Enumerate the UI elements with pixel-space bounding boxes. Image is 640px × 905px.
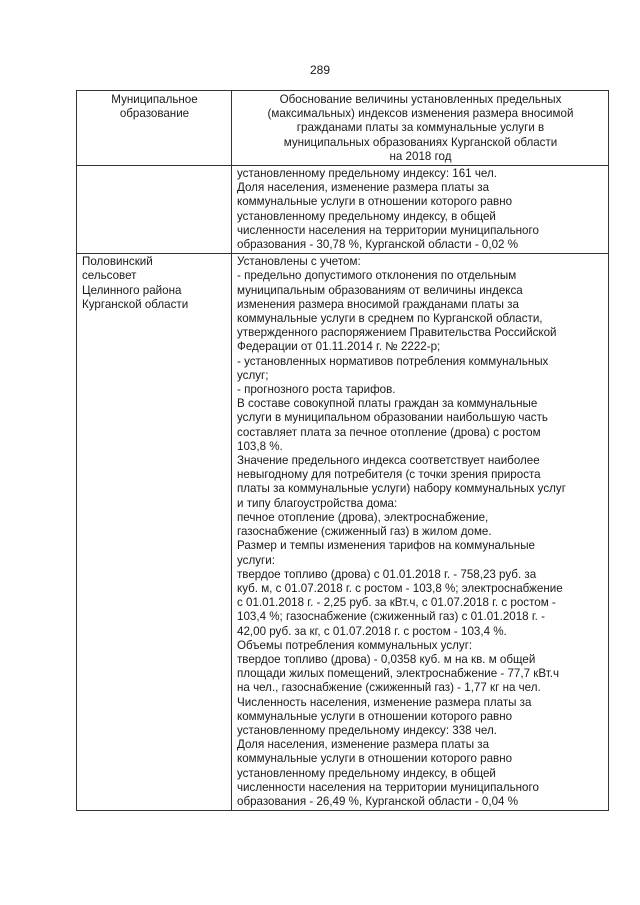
municipality-cell (77, 166, 232, 254)
text-line: 42,00 руб. за кг, с 01.07.2018 г. с ростом - 103,4 %. (237, 624, 507, 638)
text-line: - предельно допустимого отклонения по отдельным (237, 269, 517, 283)
text-line: Федерации от 01.11.2014 г. № 2222-р; (237, 340, 441, 354)
justification-cell (232, 254, 609, 811)
text-line: муниципальных образованиях Курганской области (283, 135, 558, 149)
text-line: услуги: (237, 553, 275, 567)
table-row (77, 166, 609, 254)
text-line: твердое топливо (дрова) - 0,0358 куб. м на кв. м общей (237, 652, 536, 666)
text-line: образования - 30,78 %, Курганской области - 0,02 % (237, 238, 519, 252)
text-line: коммунальные услуги в отношении которого равно (237, 752, 513, 766)
text-line: коммунальные услуги в среднем по Курганской области, (237, 312, 543, 326)
text-line: Доля населения, изменение размера платы за (237, 181, 490, 195)
text-line: услуги в муниципальном образовании наибольшую часть (237, 411, 548, 425)
text-line: В составе совокупной платы граждан за коммунальные (237, 397, 538, 411)
table-body (77, 166, 609, 811)
header-justification (232, 91, 609, 166)
text-line: 103,8 %. (237, 439, 283, 453)
text-line: образование (119, 107, 190, 121)
text-line: гражданами платы за коммунальные услуги в (296, 121, 545, 135)
tariff-justification-table (76, 90, 609, 811)
table-header-row (77, 91, 609, 166)
text-line: твердое топливо (дрова) с 01.01.2018 г. - 758,23 руб. за (237, 567, 537, 581)
text-line: утвержденного распоряжением Правительства Российской (237, 326, 557, 340)
header-municipality (77, 91, 232, 166)
text-line: Значение предельного индекса соответствует наиболее (237, 454, 540, 468)
text-line: Размер и темпы изменения тарифов на коммунальные (237, 539, 535, 553)
text-line: Численность населения, изменение размера платы за (237, 695, 532, 709)
text-line: площади жилых помещений, электроснабжение - 77,7 кВт.ч (237, 667, 559, 681)
text-line: невыгодному для потребителя (с точки зрения прироста (237, 468, 541, 482)
text-line: Установлены с учетом: (237, 255, 361, 269)
municipality-cell (77, 254, 232, 811)
text-line: численности населения на территории муниципального (237, 780, 539, 794)
text-line: (максимальных) индексов изменения размера вносимой (267, 107, 574, 121)
text-line: куб. м, с 01.07.2018 г. с ростом - 103,8 %; электроснабжение (237, 581, 563, 595)
text-line: установленному предельному индексу: 161 чел. (237, 167, 497, 181)
text-line: образования - 26,49 %, Курганской области - 0,04 % (237, 794, 519, 808)
text-line: на чел., газоснабжение (сжиженный газ) - 1,77 кг на чел. (237, 681, 541, 695)
text-line: изменения размера вносимой гражданами платы за (237, 297, 519, 311)
text-line: Целинного района (82, 283, 182, 297)
text-line: с 01.01.2018 г. - 2,25 руб. за кВт.ч, с 01.07.2018 г. с ростом - (237, 596, 556, 610)
text-line: Муниципальное (111, 93, 198, 106)
text-line: установленному предельному индексу, в общей (237, 766, 496, 780)
text-line: коммунальные услуги в отношении которого равно (237, 709, 513, 723)
page-number: 289 (309, 63, 331, 77)
text-line: коммунальные услуги в отношении которого равно (237, 195, 513, 209)
text-line: муниципальным образованиям от величины индекса (237, 283, 523, 297)
justification-cell (232, 166, 609, 254)
text-line: услуг; (237, 368, 269, 382)
text-line: - установленных нормативов потребления коммунальных (237, 354, 549, 368)
text-line: Объемы потребления коммунальных услуг: (237, 638, 473, 652)
text-line: газоснабжение (сжиженный газ) в жилом доме. (237, 525, 492, 539)
text-line: Курганской области (82, 297, 189, 311)
text-line: 103,4 %; газоснабжение (сжиженный газ) с 01.01.2018 г. - (237, 610, 545, 624)
text-line: установленному предельному индексу: 338 чел. (237, 723, 497, 737)
text-line: печное отопление (дрова), электроснабжение, (237, 510, 489, 524)
text-line: составляет плата за печное отопление (дрова) с ростом (237, 425, 541, 439)
table-row (77, 254, 609, 811)
text-line: и типу благоустройства дома: (237, 496, 398, 510)
text-line: сельсовет (82, 269, 137, 283)
text-line: численности населения на территории муниципального (237, 223, 539, 237)
text-line: установленному предельному индексу, в общей (237, 209, 496, 223)
text-line: Половинский (82, 255, 153, 269)
text-line: платы за коммунальные услуги) набору коммунальных услуг (237, 482, 566, 496)
text-line: Обоснование величины установленных предельных (279, 93, 562, 106)
text-line: Доля населения, изменение размера платы за (237, 738, 490, 752)
text-line: на 2018 год (389, 149, 452, 163)
text-line: - прогнозного роста тарифов. (237, 383, 396, 397)
